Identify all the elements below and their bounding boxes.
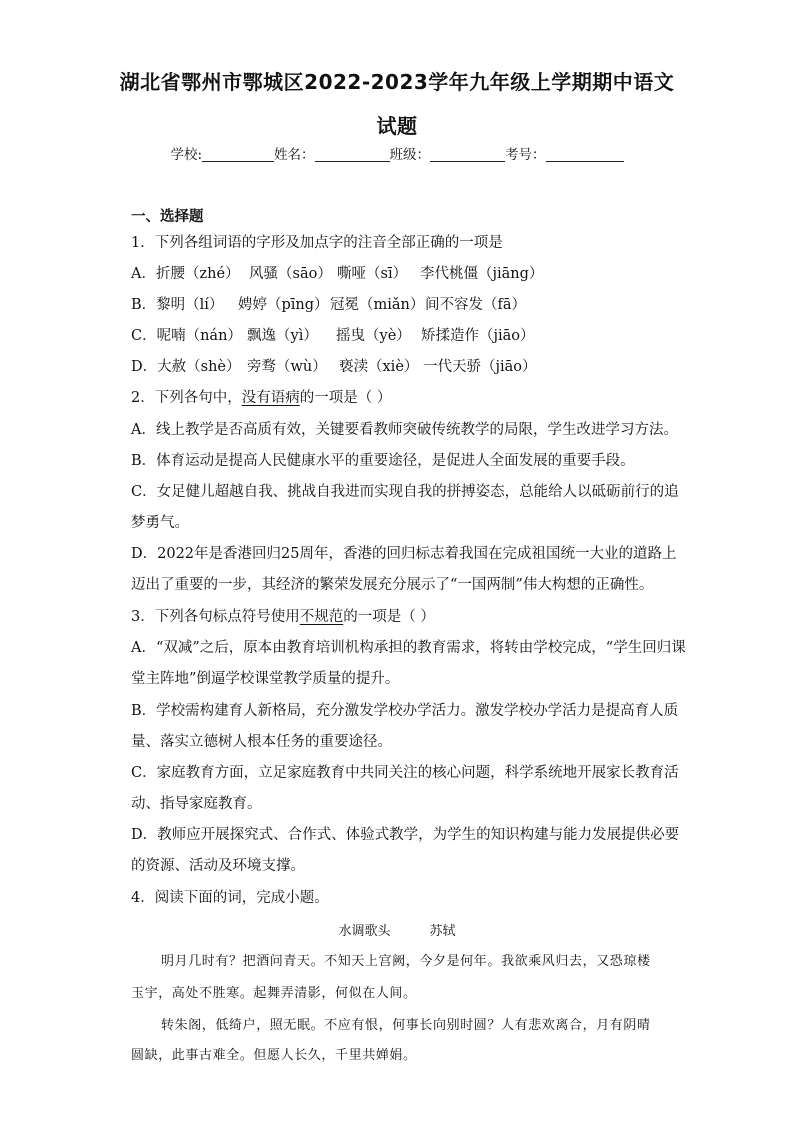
q3-stem-pre: 3．下列各句标点符号使用 [131,609,300,625]
q2-option-c-line1: C．女足健儿超越自我、挑战自我进而实现自我的拼搏姿态，总能给人以砥砺前行的追 [131,484,679,500]
q2-option-b: B．体育运动是提高人民健康水平的重要途径，是促进人全面发展的重要手段。 [131,453,635,469]
poem-line-1b: 玉宇，高处不胜寒。起舞弄清影，何似在人间。 [131,986,417,1001]
q3-stem-post: 的一项是（ ） [343,609,435,625]
q2-stem-post: 的一项是（ ） [299,390,392,406]
q2-option-a: A．线上教学是否高质有效，关键要看教师突破传统教学的局限，学生改进学习方法。 [131,422,678,438]
q4-stem: 4．阅读下面的词，完成小题。 [131,890,329,906]
poem-line-2a: 转朱阁，低绮户，照无眠。不应有恨，何事长向别时圆？人有悲欢离合，月有阴晴 [161,1018,651,1033]
q1-d-word1: D．大赦（shè） [131,359,241,375]
q3-option-d-line1: D．教师应开展探究式、合作式、体验式教学，为学生的知识构建与能力发展提供必要 [131,827,680,843]
q1-d-word4: 一代天骄（jiāo） [423,359,537,375]
q3-option-a-line1: A．“双减”之后，原本由教育培训机构承担的教育需求，将转由学校完成，“学生回归课 [131,640,686,656]
student-info-row [0,143,794,163]
q2-option-c-line2: 梦勇气。 [131,515,189,531]
q1-b-word4: 间不容发（fā） [425,297,527,313]
section-heading: 一、选择题 [131,209,204,225]
q1-a-word2: 风骚（sāo） [249,266,332,282]
poem-line-1a: 明月几时有？把酒问青天。不知天上宫阙，今夕是何年。我欲乘风归去，又恐琼楼 [161,954,651,969]
school-label: 学校: [170,147,203,163]
q2-stem-pre: 2．下列各句中， [131,390,242,406]
q1-stem: 1．下列各组词语的字形及加点字的注音全部正确的一项是 [131,235,503,251]
q2-option-d-line1: D．2022年是香港回归25周年，香港的回归标志着我国在完成祖国统一大业的道路上 [131,546,677,562]
exam-no-label: 考号： [505,147,546,163]
q1-a-word3: 嘶哑（sī） [337,266,408,282]
q1-d-word2: 旁骛（wù） [247,359,327,375]
exam-title-line1: 湖北省鄂州市鄂城区2022-2023学年九年级上学期期中语文 [119,70,675,94]
q2-stem-underlined: 没有语病 [241,390,300,406]
class-blank [430,147,505,162]
poem-heading [0,920,794,939]
q1-b-word3: 冠冕（miǎn） [330,297,425,313]
exam-title-line2: 试题 [376,114,418,138]
exam-no-blank [546,147,624,162]
name-blank [315,147,390,162]
poem-line-2b: 圆缺，此事古难全。但愿人长久，千里共婵娟。 [131,1048,417,1063]
name-label: 姓名： [274,147,315,163]
q3-option-b-line1: B．学校需构建育人新格局，充分激发学校办学活力。激发学校办学活力是提高育人质 [131,703,679,719]
q1-d-word3: 亵渎（xiè） [339,359,419,375]
q1-b-word1: B．黎明（lí） [131,297,224,313]
class-label: 班级： [389,147,431,163]
q3-option-d-line2: 的资源、活动及环境支撑。 [131,858,305,874]
q2-option-d-line2: 迈出了重要的一步，其经济的繁荣发展充分展示了“一国两制”伟大构想的正确性。 [131,577,654,593]
school-blank [202,147,274,162]
q1-a-word4: 李代桃僵（jiāng） [420,266,544,282]
q1-c-word4: 矫揉造作（jiāo） [421,328,535,344]
q2-stem [131,388,391,408]
poem-author: 苏轼 [429,924,456,939]
q3-stem-underlined: 不规范 [299,609,344,625]
q1-a-word1: A．折腰（zhé） [131,266,240,282]
q1-c-word1: C．呢喃（nán） [131,328,242,344]
q1-c-word2: 飘逸（yì） [247,328,318,344]
q3-option-c-line2: 动、指导家庭教育。 [131,796,262,812]
poem-title: 水调歌头 [338,924,391,939]
q3-stem [131,607,435,627]
q1-c-word3: 摇曳（yè） [336,328,411,344]
q1-b-word2: 娉婷（pīng） [238,297,329,313]
q3-option-c-line1: C．家庭教育方面，立足家庭教育中共同关注的核心问题，科学系统地开展家长教育活 [131,765,679,781]
q3-option-b-line2: 量、落实立德树人根本任务的重要途径。 [131,734,392,750]
q3-option-a-line2: 堂主阵地”倒逼学校课堂教学质量的提升。 [131,671,400,687]
